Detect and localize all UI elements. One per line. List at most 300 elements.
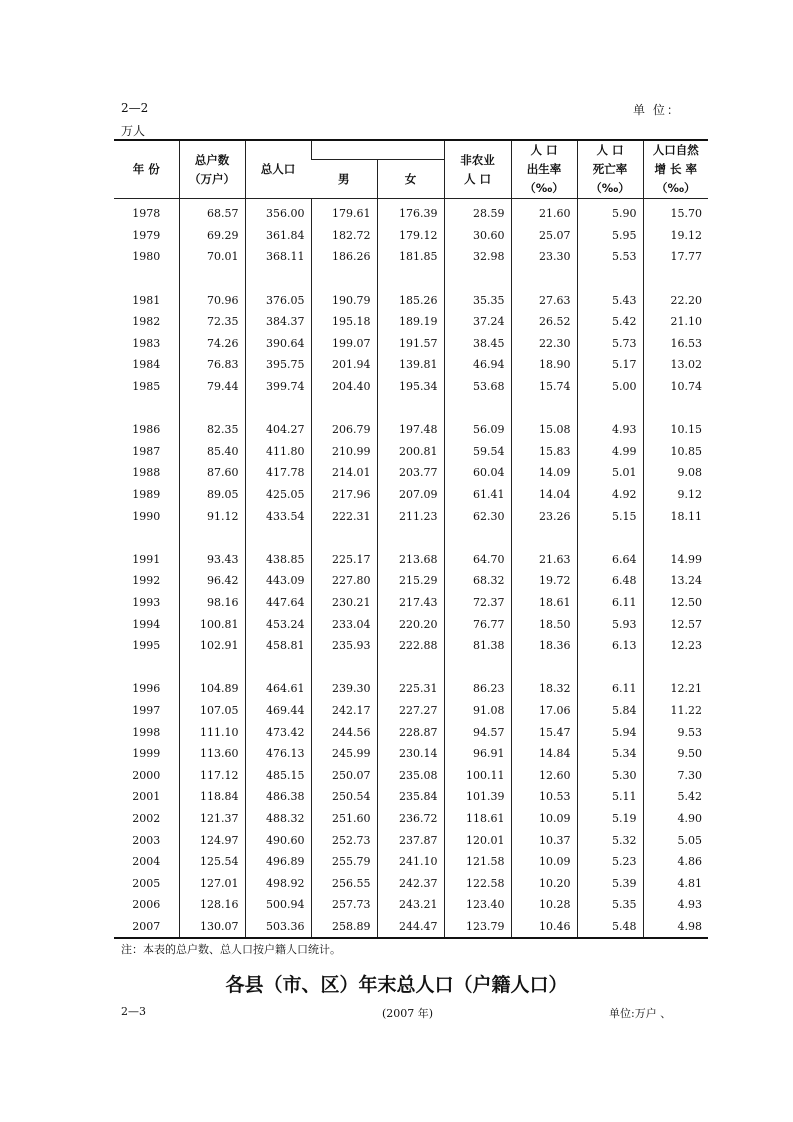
value-cell: 181.85 — [377, 246, 444, 268]
year-cell: 2000 — [132, 768, 161, 782]
value-cell: 225.31 — [377, 678, 444, 700]
value-cell: 10.09 — [511, 851, 577, 873]
table-row — [114, 333, 708, 355]
value-cell: 411.80 — [245, 441, 311, 463]
value-cell: 5.17 — [577, 354, 643, 376]
value-cell: 22.20 — [643, 289, 708, 311]
value-cell: 118.84 — [179, 786, 245, 808]
value-cell: 473.42 — [245, 721, 311, 743]
value-cell: 61.41 — [444, 484, 511, 506]
value-cell: 390.64 — [245, 333, 311, 355]
value-cell: 242.37 — [377, 872, 444, 894]
value-cell: 96.42 — [179, 570, 245, 592]
table-row — [114, 225, 708, 247]
value-cell: 10.46 — [511, 916, 577, 939]
value-cell: 490.60 — [245, 829, 311, 851]
value-cell: 242.17 — [311, 700, 377, 722]
col-birth-rate: 人 口 出生率 （‰） — [511, 140, 577, 199]
value-cell: 258.89 — [311, 916, 377, 939]
value-cell: 18.61 — [511, 592, 577, 614]
year-cell: 1994 — [132, 617, 161, 631]
unit-label: 单 位： — [633, 103, 681, 117]
value-cell: 96.91 — [444, 743, 511, 765]
col-households: 总户数 （万户） — [179, 140, 245, 199]
value-cell: 74.26 — [179, 333, 245, 355]
value-cell: 81.38 — [444, 635, 511, 657]
value-cell: 102.91 — [179, 635, 245, 657]
value-cell: 94.57 — [444, 721, 511, 743]
value-cell: 6.11 — [577, 592, 643, 614]
year-cell: 2001 — [132, 790, 161, 804]
value-cell: 5.73 — [577, 333, 643, 355]
year-cell: 1999 — [132, 747, 161, 761]
value-cell: 417.78 — [245, 462, 311, 484]
value-cell: 123.40 — [444, 894, 511, 916]
value-cell: 98.16 — [179, 592, 245, 614]
value-cell: 190.79 — [311, 289, 377, 311]
value-cell: 5.94 — [577, 721, 643, 743]
value-cell: 5.30 — [577, 764, 643, 786]
spacer-row — [114, 397, 708, 419]
value-cell: 10.09 — [511, 808, 577, 830]
value-cell: 89.05 — [179, 484, 245, 506]
value-cell: 230.14 — [377, 743, 444, 765]
value-cell: 23.30 — [511, 246, 577, 268]
value-cell: 122.58 — [444, 872, 511, 894]
value-cell: 395.75 — [245, 354, 311, 376]
table-row — [114, 894, 708, 916]
value-cell: 4.99 — [577, 441, 643, 463]
value-cell: 38.45 — [444, 333, 511, 355]
value-cell: 458.81 — [245, 635, 311, 657]
value-cell: 82.35 — [179, 419, 245, 441]
value-cell: 195.34 — [377, 376, 444, 398]
value-cell: 121.37 — [179, 808, 245, 830]
value-cell: 72.37 — [444, 592, 511, 614]
spacer-row — [114, 656, 708, 678]
value-cell: 9.08 — [643, 462, 708, 484]
value-cell: 197.48 — [377, 419, 444, 441]
value-cell: 4.93 — [577, 419, 643, 441]
value-cell: 69.29 — [179, 225, 245, 247]
year-cell: 1983 — [132, 336, 161, 350]
value-cell: 399.74 — [245, 376, 311, 398]
value-cell: 5.32 — [577, 829, 643, 851]
value-cell: 438.85 — [245, 549, 311, 571]
year-cell: 1978 — [132, 207, 161, 221]
value-cell: 93.43 — [179, 549, 245, 571]
value-cell: 225.17 — [311, 549, 377, 571]
value-cell: 9.50 — [643, 743, 708, 765]
value-cell: 87.60 — [179, 462, 245, 484]
year-cell: 2003 — [132, 833, 161, 847]
value-cell: 222.31 — [311, 505, 377, 527]
value-cell: 32.98 — [444, 246, 511, 268]
table-row — [114, 872, 708, 894]
year-cell: 1981 — [132, 293, 161, 307]
value-cell: 12.50 — [643, 592, 708, 614]
value-cell: 235.08 — [377, 764, 444, 786]
value-cell: 201.94 — [311, 354, 377, 376]
value-cell: 111.10 — [179, 721, 245, 743]
value-cell: 5.93 — [577, 613, 643, 635]
value-cell: 453.24 — [245, 613, 311, 635]
value-cell: 235.93 — [311, 635, 377, 657]
value-cell: 227.27 — [377, 700, 444, 722]
value-cell: 76.77 — [444, 613, 511, 635]
table-row — [114, 916, 708, 939]
value-cell: 469.44 — [245, 700, 311, 722]
value-cell: 30.60 — [444, 225, 511, 247]
year-cell: 2002 — [132, 811, 161, 825]
value-cell: 5.35 — [577, 894, 643, 916]
value-cell: 37.24 — [444, 311, 511, 333]
value-cell: 18.32 — [511, 678, 577, 700]
value-cell: 70.96 — [179, 289, 245, 311]
table-code: 2—2 — [121, 101, 149, 115]
value-cell: 12.21 — [643, 678, 708, 700]
value-cell: 5.15 — [577, 505, 643, 527]
value-cell: 425.05 — [245, 484, 311, 506]
value-cell: 200.81 — [377, 441, 444, 463]
value-cell: 100.11 — [444, 764, 511, 786]
col-death-rate: 人 口 死亡率 （‰） — [577, 140, 643, 199]
value-cell: 5.90 — [577, 199, 643, 225]
value-cell: 62.30 — [444, 505, 511, 527]
value-cell: 5.39 — [577, 872, 643, 894]
value-cell: 227.80 — [311, 570, 377, 592]
value-cell: 376.05 — [245, 289, 311, 311]
value-cell: 210.99 — [311, 441, 377, 463]
value-cell: 10.74 — [643, 376, 708, 398]
value-cell: 244.47 — [377, 916, 444, 939]
value-cell: 127.01 — [179, 872, 245, 894]
spacer-row — [114, 268, 708, 290]
table-row — [114, 678, 708, 700]
value-cell: 251.60 — [311, 808, 377, 830]
value-cell: 107.05 — [179, 700, 245, 722]
value-cell: 17.77 — [643, 246, 708, 268]
value-cell: 203.77 — [377, 462, 444, 484]
value-cell: 476.13 — [245, 743, 311, 765]
year-cell: 1993 — [132, 595, 161, 609]
value-cell: 5.48 — [577, 916, 643, 939]
year-cell: 2004 — [132, 855, 161, 869]
value-cell: 12.23 — [643, 635, 708, 657]
value-cell: 464.61 — [245, 678, 311, 700]
next-table-year: (2007 年) — [382, 1007, 434, 1020]
value-cell: 245.99 — [311, 743, 377, 765]
col-female: 女 — [377, 160, 444, 199]
value-cell: 256.55 — [311, 872, 377, 894]
value-cell: 5.23 — [577, 851, 643, 873]
col-natural-growth-rate: 人口自然 增 长 率 （‰） — [643, 140, 708, 199]
next-table-code: 2—3 — [121, 1005, 146, 1018]
value-cell: 68.57 — [179, 199, 245, 225]
value-cell: 10.85 — [643, 441, 708, 463]
value-cell: 85.40 — [179, 441, 245, 463]
value-cell: 404.27 — [245, 419, 311, 441]
value-cell: 86.23 — [444, 678, 511, 700]
value-cell: 14.04 — [511, 484, 577, 506]
year-cell: 1989 — [132, 488, 161, 502]
value-cell: 496.89 — [245, 851, 311, 873]
value-cell: 28.59 — [444, 199, 511, 225]
value-cell: 121.58 — [444, 851, 511, 873]
population-table — [114, 139, 708, 939]
table-row — [114, 505, 708, 527]
value-cell: 59.54 — [444, 441, 511, 463]
value-cell: 6.48 — [577, 570, 643, 592]
value-cell: 5.05 — [643, 829, 708, 851]
year-cell: 2006 — [132, 898, 161, 912]
value-cell: 7.30 — [643, 764, 708, 786]
value-cell: 217.43 — [377, 592, 444, 614]
col-sex-group — [311, 140, 444, 160]
value-cell: 64.70 — [444, 549, 511, 571]
value-cell: 4.90 — [643, 808, 708, 830]
value-cell: 13.24 — [643, 570, 708, 592]
value-cell: 211.23 — [377, 505, 444, 527]
value-cell: 6.64 — [577, 549, 643, 571]
value-cell: 101.39 — [444, 786, 511, 808]
value-cell: 118.61 — [444, 808, 511, 830]
value-cell: 56.09 — [444, 419, 511, 441]
value-cell: 5.43 — [577, 289, 643, 311]
value-cell: 91.12 — [179, 505, 245, 527]
table-row — [114, 199, 708, 225]
unit-value: 万人 — [121, 124, 146, 138]
value-cell: 191.57 — [377, 333, 444, 355]
value-cell: 11.22 — [643, 700, 708, 722]
year-cell: 1996 — [132, 682, 161, 696]
table-row — [114, 592, 708, 614]
year-cell: 2007 — [114, 916, 179, 939]
value-cell: 179.61 — [311, 199, 377, 225]
value-cell: 179.12 — [377, 225, 444, 247]
year-cell: 1982 — [132, 315, 161, 329]
value-cell: 443.09 — [245, 570, 311, 592]
year-cell: 1995 — [132, 639, 161, 653]
year-cell: 1991 — [132, 552, 161, 566]
table-row — [114, 419, 708, 441]
value-cell: 222.88 — [377, 635, 444, 657]
value-cell: 19.12 — [643, 225, 708, 247]
value-cell: 5.34 — [577, 743, 643, 765]
table-row — [114, 808, 708, 830]
value-cell: 5.95 — [577, 225, 643, 247]
table-row — [114, 829, 708, 851]
value-cell: 252.73 — [311, 829, 377, 851]
value-cell: 21.63 — [511, 549, 577, 571]
value-cell: 236.72 — [377, 808, 444, 830]
value-cell: 204.40 — [311, 376, 377, 398]
table-row — [114, 700, 708, 722]
next-table-unit: 单位:万户 、 — [609, 1007, 672, 1020]
value-cell: 15.70 — [643, 199, 708, 225]
value-cell: 15.74 — [511, 376, 577, 398]
value-cell: 53.68 — [444, 376, 511, 398]
value-cell: 68.32 — [444, 570, 511, 592]
year-cell: 1986 — [132, 423, 161, 437]
value-cell: 46.94 — [444, 354, 511, 376]
table-row — [114, 246, 708, 268]
table-row — [114, 311, 708, 333]
value-cell: 182.72 — [311, 225, 377, 247]
value-cell: 220.20 — [377, 613, 444, 635]
table-note: 注：本表的总户数、总人口按户籍人口统计。 — [121, 943, 341, 956]
value-cell: 5.00 — [577, 376, 643, 398]
value-cell: 228.87 — [377, 721, 444, 743]
value-cell: 23.26 — [511, 505, 577, 527]
year-cell: 1985 — [132, 380, 161, 394]
value-cell: 5.42 — [577, 311, 643, 333]
value-cell: 498.92 — [245, 872, 311, 894]
value-cell: 10.53 — [511, 786, 577, 808]
year-cell: 1997 — [132, 703, 161, 717]
table-row — [114, 721, 708, 743]
value-cell: 255.79 — [311, 851, 377, 873]
value-cell: 10.15 — [643, 419, 708, 441]
value-cell: 19.72 — [511, 570, 577, 592]
value-cell: 250.54 — [311, 786, 377, 808]
col-nonagricultural: 非农业 人 口 — [444, 140, 511, 199]
value-cell: 176.39 — [377, 199, 444, 225]
value-cell: 5.11 — [577, 786, 643, 808]
year-cell: 1992 — [132, 574, 161, 588]
value-cell: 15.83 — [511, 441, 577, 463]
table-row — [114, 613, 708, 635]
value-cell: 485.15 — [245, 764, 311, 786]
table-row — [114, 635, 708, 657]
value-cell: 12.60 — [511, 764, 577, 786]
value-cell: 14.09 — [511, 462, 577, 484]
value-cell: 14.84 — [511, 743, 577, 765]
year-cell: 1984 — [132, 358, 161, 372]
value-cell: 10.20 — [511, 872, 577, 894]
value-cell: 6.11 — [577, 678, 643, 700]
value-cell: 26.52 — [511, 311, 577, 333]
value-cell: 368.11 — [245, 246, 311, 268]
value-cell: 199.07 — [311, 333, 377, 355]
value-cell: 185.26 — [377, 289, 444, 311]
value-cell: 91.08 — [444, 700, 511, 722]
year-cell: 1990 — [132, 509, 161, 523]
year-cell: 1980 — [132, 250, 161, 264]
value-cell: 4.93 — [643, 894, 708, 916]
value-cell: 215.29 — [377, 570, 444, 592]
value-cell: 5.53 — [577, 246, 643, 268]
value-cell: 206.79 — [311, 419, 377, 441]
value-cell: 486.38 — [245, 786, 311, 808]
value-cell: 5.19 — [577, 808, 643, 830]
value-cell: 79.44 — [179, 376, 245, 398]
table-row — [114, 570, 708, 592]
value-cell: 35.35 — [444, 289, 511, 311]
value-cell: 21.60 — [511, 199, 577, 225]
value-cell: 214.01 — [311, 462, 377, 484]
value-cell: 100.81 — [179, 613, 245, 635]
table-row — [114, 743, 708, 765]
value-cell: 17.06 — [511, 700, 577, 722]
value-cell: 213.68 — [377, 549, 444, 571]
value-cell: 4.92 — [577, 484, 643, 506]
value-cell: 5.01 — [577, 462, 643, 484]
value-cell: 5.84 — [577, 700, 643, 722]
value-cell: 15.08 — [511, 419, 577, 441]
col-male: 男 — [311, 160, 377, 199]
value-cell: 104.89 — [179, 678, 245, 700]
value-cell: 500.94 — [245, 894, 311, 916]
spacer-row — [114, 527, 708, 549]
value-cell: 241.10 — [377, 851, 444, 873]
table-row — [114, 764, 708, 786]
table-row — [114, 289, 708, 311]
year-cell: 1988 — [132, 466, 161, 480]
value-cell: 125.54 — [179, 851, 245, 873]
value-cell: 10.28 — [511, 894, 577, 916]
value-cell: 139.81 — [377, 354, 444, 376]
value-cell: 16.53 — [643, 333, 708, 355]
value-cell: 356.00 — [245, 199, 311, 225]
year-cell: 1987 — [132, 444, 161, 458]
value-cell: 21.10 — [643, 311, 708, 333]
value-cell: 123.79 — [444, 916, 511, 939]
value-cell: 5.42 — [643, 786, 708, 808]
value-cell: 18.90 — [511, 354, 577, 376]
year-cell: 2005 — [132, 876, 161, 890]
value-cell: 235.84 — [377, 786, 444, 808]
value-cell: 10.37 — [511, 829, 577, 851]
value-cell: 18.11 — [643, 505, 708, 527]
value-cell: 237.87 — [377, 829, 444, 851]
table-row — [114, 484, 708, 506]
table-row — [114, 354, 708, 376]
col-total-population: 总人口 — [245, 140, 311, 199]
value-cell: 503.36 — [245, 916, 311, 939]
value-cell: 27.63 — [511, 289, 577, 311]
value-cell: 244.56 — [311, 721, 377, 743]
value-cell: 9.12 — [643, 484, 708, 506]
value-cell: 243.21 — [377, 894, 444, 916]
value-cell: 4.81 — [643, 872, 708, 894]
next-table-title: 各县（市、区）年末总人口（户籍人口） — [225, 974, 568, 996]
value-cell: 76.83 — [179, 354, 245, 376]
value-cell: 384.37 — [245, 311, 311, 333]
value-cell: 22.30 — [511, 333, 577, 355]
year-cell: 1998 — [132, 725, 161, 739]
value-cell: 25.07 — [511, 225, 577, 247]
value-cell: 15.47 — [511, 721, 577, 743]
value-cell: 447.64 — [245, 592, 311, 614]
value-cell: 239.30 — [311, 678, 377, 700]
table-row — [114, 462, 708, 484]
value-cell: 60.04 — [444, 462, 511, 484]
table-row — [114, 549, 708, 571]
value-cell: 433.54 — [245, 505, 311, 527]
value-cell: 207.09 — [377, 484, 444, 506]
value-cell: 13.02 — [643, 354, 708, 376]
table-row — [114, 786, 708, 808]
year-cell: 1979 — [132, 228, 161, 242]
value-cell: 4.86 — [643, 851, 708, 873]
value-cell: 14.99 — [643, 549, 708, 571]
value-cell: 124.97 — [179, 829, 245, 851]
table-row — [114, 376, 708, 398]
value-cell: 18.50 — [511, 613, 577, 635]
value-cell: 72.35 — [179, 311, 245, 333]
value-cell: 18.36 — [511, 635, 577, 657]
